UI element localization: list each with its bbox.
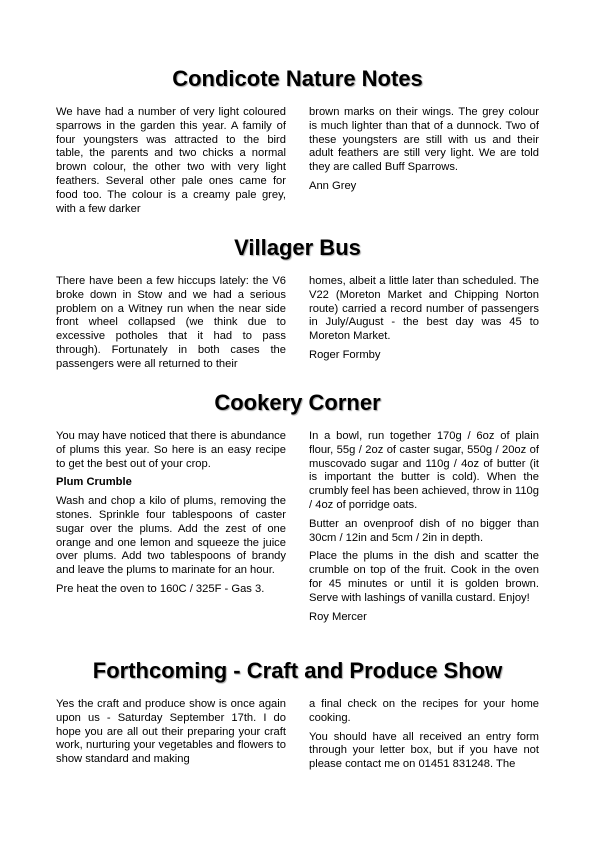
author-signature: Roy Mercer (309, 610, 367, 623)
right-column (309, 275, 539, 377)
right-column (309, 698, 539, 777)
paragraph: Pre heat the oven to 160C / 325F - Gas 3. (56, 582, 265, 595)
section-heading: Villager Bus (234, 235, 361, 260)
paragraph: Wash and chop a kilo of plums, removing the stones. Sprinkle four tablespoons of caster sugar over the plums. Add the zest of one orange and one lemon and squeeze the juice over plums. Add two tablespoons of brandy and leave the plums to marinate for an hour. (56, 495, 286, 577)
paragraph: Butter an ovenproof dish of no bigger than 30cm / 12in and 5cm / 2in in depth. (309, 517, 539, 544)
article-columns (56, 698, 539, 777)
right-column (309, 106, 539, 221)
left-column (56, 106, 286, 221)
section-heading: Forthcoming - Craft and Produce Show (92, 658, 503, 683)
paragraph: You may have noticed that there is abundance of plums this year. So here is an easy recipe to get the best out of your crop. (56, 430, 286, 470)
paragraph: Yes the craft and produce show is once again upon us - Saturday September 17th. I do hope you are all out their preparing your craft work, nurturing your vegetables and flowers to show standard and making (56, 698, 286, 766)
article-columns (56, 430, 539, 629)
nature-notes-section (56, 66, 539, 221)
recipe-title: Plum Crumble (56, 476, 132, 489)
section-heading: Cookery Corner (214, 390, 381, 415)
section-heading: Condicote Nature Notes (172, 66, 423, 91)
cookery-corner-section (56, 390, 539, 629)
right-column (309, 430, 539, 629)
paragraph: In a bowl, run together 170g / 6oz of plain flour, 55g / 2oz of caster sugar, 550g / 20oz of muscovado sugar and 110g / 4oz of butter (it is important the butter is cold). When the crumbly feel has been achieved, throw in 110g / 4oz of porridge oats. (309, 430, 539, 511)
paragraph: There have been a few hiccups lately: the V6 broke down in Stow and we had a serious problem on a Witney run when the near side front wheel collapsed (we think due to excessive potholes that it had to pass through). Fortunately in both cases the passengers were all returned to their (56, 275, 286, 370)
paragraph: You should have all received an entry form through your letter box, but if you have not please contact me on 01451 831248. The (309, 730, 539, 771)
left-column (56, 275, 286, 377)
paragraph: brown marks on their wings. The grey colour is much lighter than that of a dunnock. Two of these youngsters are still with us and their adult feathers are still very light. We are told they are called Buff Sparrows. (309, 106, 539, 174)
paragraph: Place the plums in the dish and scatter the crumble on top of the fruit. Cook in the oven for 45 minutes or until it is golden brown. Serve with lashings of vanilla custard. Enjoy! (309, 550, 539, 604)
article-columns (56, 275, 539, 377)
paragraph: homes, albeit a little later than scheduled. The V22 (Moreton Market and Chipping Norton route) carried a record number of passengers in July/August - the best day was 45 to Moreton Market. (309, 275, 539, 343)
villager-bus-section (56, 235, 539, 377)
author-signature: Roger Formby (309, 348, 381, 361)
craft-show-section (56, 658, 539, 777)
author-signature: Ann Grey (309, 179, 357, 192)
left-column (56, 698, 286, 777)
left-column (56, 430, 286, 629)
article-columns (56, 106, 539, 221)
paragraph: We have had a number of very light coloured sparrows in the garden this year. A family of four youngsters was attracted to the bird table, the parents and two chicks a normal brown colour, the other two with very light feathers. Several other pale ones came for food too. The colour is a creamy pale grey, with a few darker (56, 106, 286, 215)
paragraph: a final check on the recipes for your home cooking. (309, 698, 539, 724)
